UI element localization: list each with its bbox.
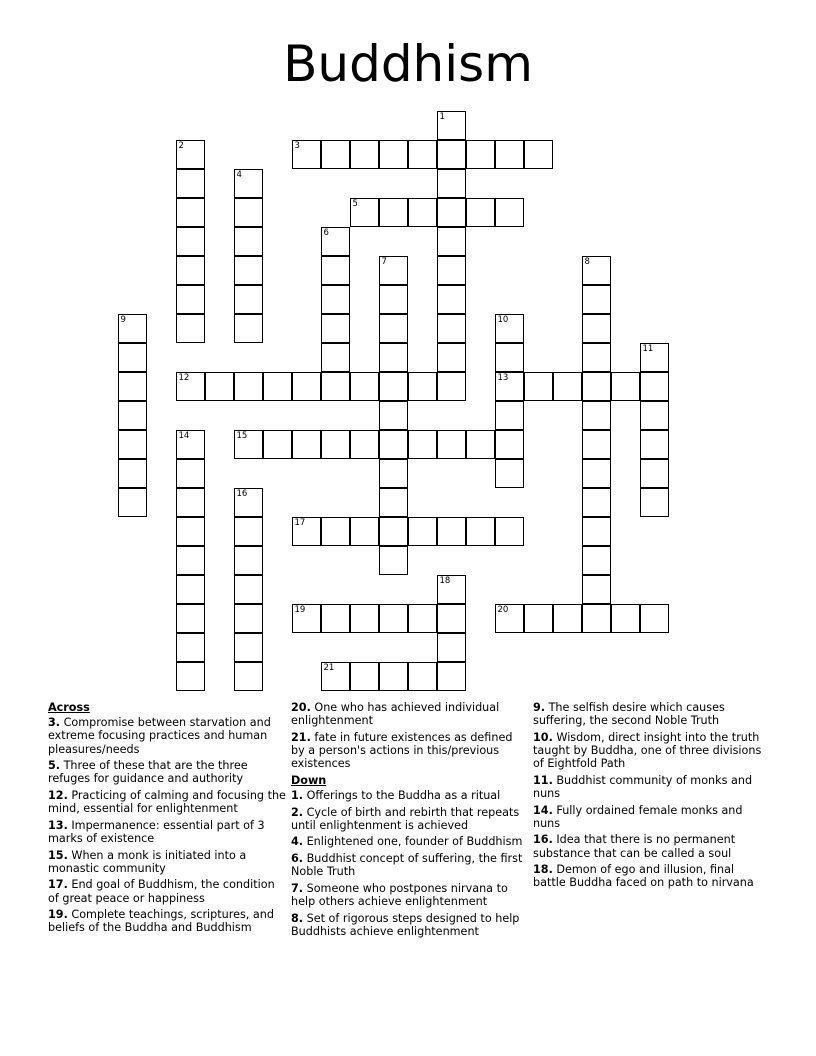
grid-cell[interactable] [495,372,524,401]
down-clue [533,774,769,800]
grid-cell[interactable] [466,430,495,459]
grid-cell[interactable] [350,604,379,633]
grid-cell[interactable] [263,430,292,459]
clue-number-label: 10. [533,730,553,744]
grid-cell[interactable] [176,575,205,604]
clue-text: Set of rigorous steps designed to help Buddhists achieve enlightenment [291,911,520,938]
clue-number: 16 [236,488,248,499]
grid-cell[interactable] [234,517,263,546]
down-clue [291,882,527,908]
clue-number: 19 [294,604,306,615]
clue-text: The selfish desire which causes suffering, the second Noble Truth [533,701,725,728]
clue-number-label: 21. [291,730,311,744]
grid-cell[interactable] [582,372,611,401]
grid-cell[interactable] [495,401,524,430]
clues-column-2 [291,701,527,941]
grid-cell[interactable] [176,169,205,198]
across-clue [48,878,286,904]
grid-cell[interactable] [379,372,408,401]
grid-cell[interactable] [582,285,611,314]
clue-number: 4 [236,169,242,180]
clue-number: 8 [584,256,590,267]
grid-cell[interactable] [234,198,263,227]
clue-text: Demon of ego and illusion, final battle Buddha faced on path to nirvana [533,863,754,890]
grid-cell[interactable] [495,343,524,372]
clue-number-label: 11. [533,773,553,787]
grid-cell[interactable] [176,546,205,575]
clue-number-label: 20. [291,701,311,714]
clue-text: When a monk is initiated into a monastic community [48,848,247,875]
clue-number: 18 [439,575,451,586]
clue-number-label: 14. [533,803,553,817]
grid-cell[interactable] [524,140,553,169]
grid-cell[interactable] [379,604,408,633]
grid-cell[interactable] [437,662,466,691]
grid-cell[interactable] [321,517,350,546]
clue-text: One who has achieved individual enlightenment [291,701,500,728]
grid-cell[interactable] [234,546,263,575]
clues-column-3 [533,701,769,893]
grid-cell[interactable] [495,459,524,488]
clue-number-label: 17. [48,878,68,892]
grid-cell[interactable] [118,343,147,372]
grid-cell[interactable] [611,604,640,633]
grid-cell[interactable] [379,198,408,227]
clue-number: 12 [178,372,190,383]
clue-number: 5 [352,198,358,209]
across-clue [48,849,286,875]
grid-cell[interactable] [524,372,553,401]
grid-cell[interactable] [437,517,466,546]
clue-number: 2 [178,140,184,151]
grid-cell[interactable] [176,604,205,633]
grid-cell[interactable] [234,575,263,604]
grid-cell[interactable] [611,372,640,401]
grid-cell[interactable] [321,430,350,459]
grid-cell[interactable] [495,517,524,546]
down-clue [533,804,769,830]
grid-cell[interactable] [379,517,408,546]
grid-cell[interactable] [234,372,263,401]
grid-cell[interactable] [582,256,611,285]
clue-number: 15 [236,430,248,441]
grid-cell[interactable] [582,430,611,459]
grid-cell[interactable] [553,372,582,401]
grid-cell[interactable] [437,372,466,401]
grid-cell[interactable] [640,459,669,488]
grid-cell[interactable] [292,430,321,459]
grid-cell[interactable] [437,111,466,140]
grid-cell[interactable] [350,662,379,691]
grid-cell[interactable] [176,285,205,314]
grid-cell[interactable] [466,517,495,546]
grid-cell[interactable] [321,604,350,633]
clue-text: Someone who postpones nirvana to help others achieve enlightenment [291,881,508,908]
grid-cell[interactable] [321,256,350,285]
grid-cell[interactable] [408,372,437,401]
across-clue [291,731,527,771]
grid-cell[interactable] [118,488,147,517]
grid-cell[interactable] [640,604,669,633]
grid-cell[interactable] [176,517,205,546]
grid-cell[interactable] [350,517,379,546]
clue-text: Wisdom, direct insight into the truth taught by Buddha, one of three divisions of Eightfold Path [533,730,762,771]
grid-cell[interactable] [292,372,321,401]
across-heading: Across [48,701,90,714]
grid-cell[interactable] [321,314,350,343]
grid-cell[interactable] [176,227,205,256]
grid-cell[interactable] [292,604,321,633]
clue-number-label: 13. [48,818,68,832]
grid-cell[interactable] [379,314,408,343]
grid-cell[interactable] [379,430,408,459]
clue-number-label: 5. [48,759,61,773]
down-clue [291,789,527,802]
grid-cell[interactable] [234,285,263,314]
clue-number-label: 9. [533,701,546,714]
clue-number: 17 [294,517,306,528]
grid-cell[interactable] [379,285,408,314]
grid-cell[interactable] [379,140,408,169]
grid-cell[interactable] [495,604,524,633]
clue-number: 13 [497,372,509,383]
clue-text: Cycle of birth and rebirth that repeats until enlightenment is achieved [291,805,520,832]
grid-cell[interactable] [553,604,582,633]
across-clue-list-part-2 [291,701,527,770]
across-clue [48,759,286,785]
grid-cell[interactable] [176,140,205,169]
clue-number-label: 3. [48,716,61,730]
grid-cell[interactable] [350,140,379,169]
clue-text: Compromise between starvation and extreme focusing practices and human pleasures/needs [48,716,271,756]
clue-number: 14 [178,430,190,441]
grid-cell[interactable] [437,285,466,314]
grid-cell[interactable] [118,372,147,401]
grid-cell[interactable] [582,488,611,517]
grid-cell[interactable] [640,343,669,372]
grid-cell[interactable] [437,430,466,459]
grid-cell[interactable] [582,459,611,488]
grid-cell[interactable] [292,140,321,169]
clue-number-label: 18. [533,863,553,877]
grid-cell[interactable] [437,169,466,198]
grid-cell[interactable] [176,372,205,401]
grid-cell[interactable] [176,256,205,285]
grid-cell[interactable] [437,140,466,169]
clues-column-1 [48,701,286,938]
grid-cell[interactable] [408,430,437,459]
grid-cell[interactable] [466,140,495,169]
grid-cell[interactable] [437,227,466,256]
grid-cell[interactable] [321,285,350,314]
grid-cell[interactable] [408,662,437,691]
clue-number-label: 7. [291,881,304,895]
clue-text: Enlightened one, founder of Buddhism [303,835,523,849]
clue-text: fate in future existences as defined by a person's actions in this/previous existences [291,730,513,771]
grid-cell[interactable] [234,227,263,256]
grid-cell[interactable] [495,314,524,343]
grid-cell[interactable] [321,372,350,401]
clue-text: Buddhist community of monks and nuns [533,773,753,800]
grid-cell[interactable] [350,372,379,401]
grid-cell[interactable] [176,459,205,488]
down-clue [533,701,769,727]
grid-cell[interactable] [118,459,147,488]
grid-cell[interactable] [408,604,437,633]
grid-cell[interactable] [408,198,437,227]
down-clue-list-part-2 [533,701,769,890]
grid-cell[interactable] [176,430,205,459]
down-clue [291,806,527,832]
down-clue [533,863,769,889]
grid-cell[interactable] [176,662,205,691]
clue-number: 7 [381,256,387,267]
grid-cell[interactable] [582,343,611,372]
grid-cell[interactable] [176,314,205,343]
grid-cell[interactable] [234,488,263,517]
grid-cell[interactable] [640,372,669,401]
grid-cell[interactable] [321,662,350,691]
down-clue [291,835,527,848]
across-clue [291,701,527,727]
grid-cell[interactable] [640,401,669,430]
clue-text: End goal of Buddhism, the condition of great peace or happiness [48,878,275,905]
across-clue-list-part-1 [48,716,286,934]
clue-text: Idea that there is no permanent substance that can be called a soul [533,833,736,860]
down-clue [533,833,769,859]
grid-cell[interactable] [350,430,379,459]
grid-cell[interactable] [640,488,669,517]
grid-cell[interactable] [234,169,263,198]
grid-cell[interactable] [495,198,524,227]
grid-cell[interactable] [176,198,205,227]
across-clue [48,819,286,845]
clue-text: Buddhist concept of suffering, the first Noble Truth [291,851,523,879]
clue-text: Impermanence: essential part of 3 marks of existence [48,818,265,845]
clue-number-label: 1. [291,789,304,802]
grid-cell[interactable] [379,401,408,430]
grid-cell[interactable] [408,517,437,546]
clue-number: 21 [323,662,335,673]
clue-number-label: 8. [291,911,304,925]
clue-number: 20 [497,604,509,615]
clue-number-label: 16. [533,833,553,847]
clue-number-label: 12. [48,789,68,802]
clue-number: 10 [497,314,509,325]
grid-cell[interactable] [582,546,611,575]
down-clue [291,912,527,938]
grid-cell[interactable] [350,198,379,227]
grid-cell[interactable] [321,227,350,256]
clue-text: Complete teachings, scriptures, and beliefs of the Buddha and Buddhism [48,908,274,935]
clue-number-label: 15. [48,848,68,862]
clue-text: Fully ordained female monks and nuns [533,803,743,830]
grid-cell[interactable] [292,517,321,546]
grid-cell[interactable] [437,198,466,227]
grid-cell[interactable] [379,488,408,517]
grid-cell[interactable] [582,401,611,430]
grid-cell[interactable] [437,575,466,604]
grid-cell[interactable] [118,314,147,343]
across-clue [48,789,286,815]
grid-cell[interactable] [321,140,350,169]
clue-number: 11 [642,343,654,354]
puzzle-title: Buddhism [283,35,533,93]
grid-cell[interactable] [205,372,234,401]
grid-cell[interactable] [495,140,524,169]
grid-cell[interactable] [234,604,263,633]
clue-number: 3 [294,140,300,151]
clue-number-label: 19. [48,908,68,922]
grid-cell[interactable] [379,459,408,488]
down-clue [533,731,769,771]
grid-cell[interactable] [176,633,205,662]
down-heading: Down [291,773,327,787]
down-clue [291,852,527,878]
grid-cell[interactable] [379,343,408,372]
grid-cell[interactable] [118,430,147,459]
grid-cell[interactable] [234,633,263,662]
grid-cell[interactable] [379,546,408,575]
grid-cell[interactable] [437,256,466,285]
grid-cell[interactable] [379,256,408,285]
down-clue-list-part-1 [291,789,527,938]
grid-cell[interactable] [437,314,466,343]
clue-text: Three of these that are the three refuges for guidance and authority [48,759,248,786]
grid-cell[interactable] [582,314,611,343]
grid-cell[interactable] [176,488,205,517]
grid-cell[interactable] [640,430,669,459]
clue-number: 1 [439,111,445,122]
grid-cell[interactable] [466,198,495,227]
grid-cell[interactable] [234,314,263,343]
grid-cell[interactable] [437,633,466,662]
grid-cell[interactable] [234,662,263,691]
grid-cell[interactable] [234,256,263,285]
clue-text: Practicing of calming and focusing the mind, essential for enlightenment [48,789,286,816]
grid-cell[interactable] [118,401,147,430]
clue-number-label: 6. [291,851,304,865]
grid-cell[interactable] [379,662,408,691]
clue-number: 9 [120,314,126,325]
across-clue [48,908,286,934]
grid-cell[interactable] [234,430,263,459]
grid-cell[interactable] [582,604,611,633]
grid-cell[interactable] [582,575,611,604]
grid-cell[interactable] [437,343,466,372]
across-clue [48,716,286,756]
clue-text: Offerings to the Buddha as a ritual [303,789,501,802]
grid-cell[interactable] [437,604,466,633]
grid-cell[interactable] [495,430,524,459]
grid-cell[interactable] [263,372,292,401]
grid-cell[interactable] [321,343,350,372]
grid-cell[interactable] [582,517,611,546]
grid-cell[interactable] [524,604,553,633]
grid-cell[interactable] [408,140,437,169]
clue-number-label: 4. [291,835,304,849]
clue-number-label: 2. [291,805,304,819]
clue-number: 6 [323,227,329,238]
